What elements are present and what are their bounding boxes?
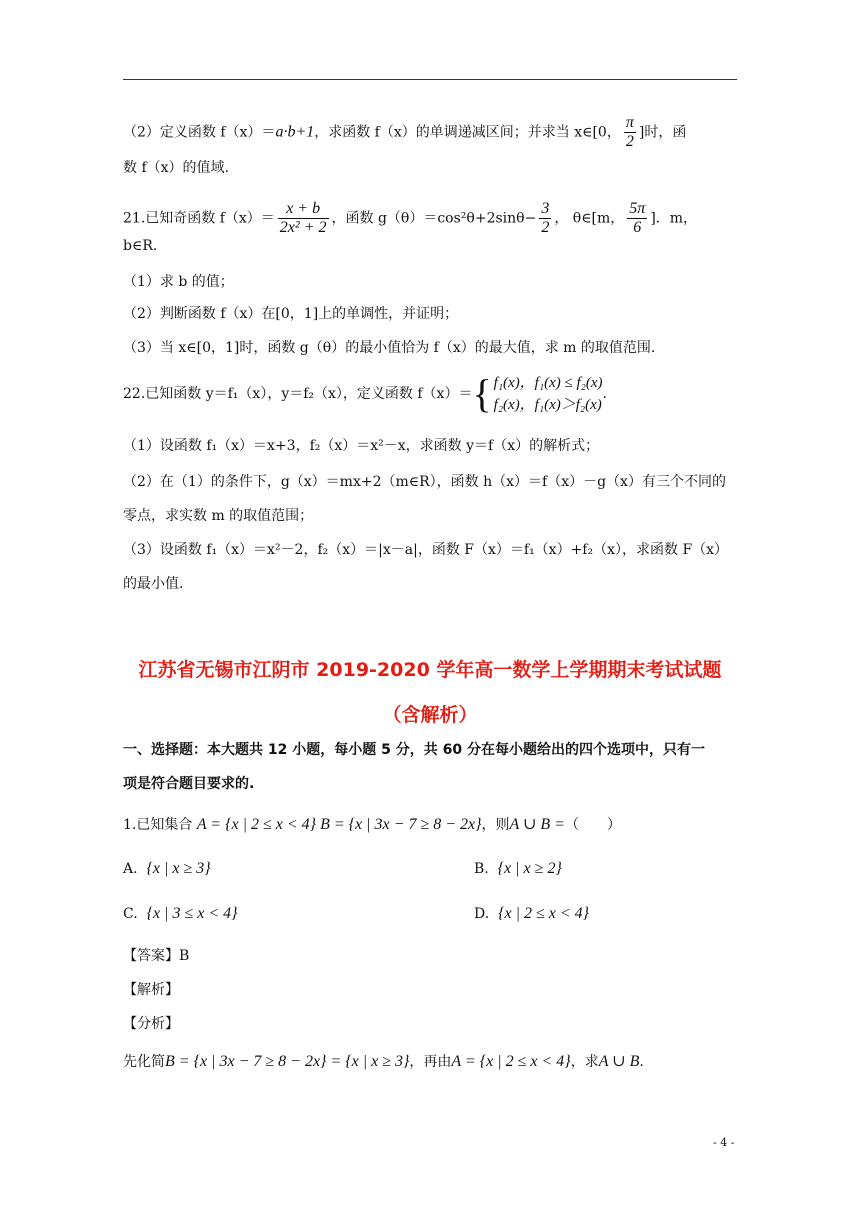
text: ]时，函 (638, 124, 687, 141)
text: . (602, 386, 607, 402)
fraction (627, 200, 647, 237)
math-expression: A = {x | 2 ≤ x < 4} (451, 1053, 571, 1070)
q20-part2-line2: 数 f（x）的值域. (123, 160, 229, 176)
option-label: D. (474, 906, 490, 922)
header-rule (123, 79, 737, 80)
q21-line2: b∈R. (123, 238, 158, 254)
q22-part3-line1: （3）设函数 f₁（x）＝x²－2，f₂（x）＝|x－a|，函数 F（x）＝f₁（x）+f₂（x），求函数 F（x） (123, 542, 729, 558)
text: （2）定义函数 f（x）＝ (123, 124, 276, 141)
option-expression: {x | x ≥ 3} (146, 860, 211, 877)
denominator: 2 (541, 219, 550, 236)
option-expression: {x | x ≥ 2} (497, 860, 562, 877)
math-expression: A ∪ B (598, 1053, 640, 1070)
document-title: 江苏省无锡市江阴市 2019-2020 学年高一数学上学期期末考试试题 (138, 659, 722, 681)
page-number: - 4 - (713, 1136, 735, 1149)
text: . (639, 1054, 644, 1070)
numerator: 5π (629, 200, 646, 217)
option-label: C. (123, 906, 138, 922)
q20-part2-line1 (123, 114, 686, 151)
fraction (539, 200, 551, 237)
vector-expression: a·b+1 (275, 123, 315, 141)
text: （ ） (564, 817, 621, 833)
math-expression: B = {x | 3x − 7 ≥ 8 − 2x} = {x | x ≥ 3} (165, 1053, 410, 1070)
text: ，求函数 f（x）的单调递减区间；并求当 x∈[0， (314, 124, 621, 141)
set-expression: A = {x | 2 ≤ x < 4} B = {x | 3x − 7 ≥ 8 − 2x} (196, 816, 482, 833)
denominator: 2x² + 2 (279, 219, 327, 236)
fraction (278, 200, 329, 237)
option-expression: {x | 2 ≤ x < 4} (498, 905, 590, 922)
q1-option-d (474, 905, 589, 923)
text: 22.已知函数 y＝f₁（x），y＝f₂（x），定义函数 f（x）＝ (123, 386, 473, 402)
q1-stem (123, 815, 621, 835)
section-heading-line2: 项是符合题目要求的. (123, 776, 255, 792)
fraction (624, 114, 636, 151)
denominator: 2 (625, 133, 634, 150)
q1-answer: 【答案】B (123, 948, 190, 964)
q1-option-b (474, 860, 562, 878)
q1-analysis-heading: 【解析】 (123, 982, 179, 998)
q22-part2-line1: （2）在（1）的条件下，g（x）＝mx+2（m∈R），函数 h（x）＝f（x）－g（x）有三个不同的 (123, 474, 726, 490)
q21-part1: （1）求 b 的值； (123, 274, 234, 290)
text: 21.已知奇函数 f（x）＝ (123, 210, 275, 227)
q1-option-a (123, 860, 211, 878)
text: ，求 (570, 1054, 599, 1070)
document-subtitle: （含解析） (382, 704, 478, 726)
text: ，则 (481, 817, 510, 833)
q22-part2-line2: 零点，求实数 m 的取值范围； (123, 508, 314, 524)
option-label: A. (123, 861, 138, 877)
text: 先化简 (123, 1054, 165, 1070)
left-brace: { (472, 371, 492, 416)
piecewise-cases (494, 372, 603, 416)
q1-solution (123, 1052, 644, 1072)
q1-breakdown-heading: 【分析】 (123, 1016, 179, 1032)
case-2: f₂(x)，f₁(x)＞f₂(x) (493, 397, 602, 413)
text: 1.已知集合 (123, 817, 193, 833)
numerator: 3 (541, 200, 550, 217)
numerator: π (625, 114, 634, 131)
q21-part3: （3）当 x∈[0，1]时，函数 g（θ）的最小值恰为 f（x）的最大值，求 m 的取值范围. (123, 340, 656, 356)
q22-part1: （1）设函数 f₁（x）＝x+3，f₂（x）＝x²－x，求函数 y＝f（x）的解析式； (123, 438, 600, 454)
q21-line1 (123, 200, 697, 237)
numerator: x + b (278, 200, 329, 219)
q21-part2: （2）判断函数 f（x）在[0，1]上的单调性，并证明； (123, 306, 459, 322)
text: ，再由 (409, 1054, 452, 1070)
text: ，函数 g（θ）＝cos²θ+2sinθ− (331, 210, 537, 227)
option-label: B. (474, 861, 489, 877)
q22-line1 (123, 372, 607, 416)
text: ， θ∈[m， (554, 210, 625, 227)
q22-part3-line2: 的最小值. (123, 576, 184, 592)
denominator: 6 (633, 219, 642, 236)
text: ]．m， (650, 210, 698, 227)
case-1: f₁(x)，f₁(x) ≤ f₂(x) (493, 375, 603, 391)
q1-option-c (123, 905, 238, 923)
union-expression: A ∪ B = (509, 816, 565, 833)
option-expression: {x | 3 ≤ x < 4} (146, 905, 238, 922)
section-heading-line1: 一、选择题：本大题共 12 小题，每小题 5 分，共 60 分在每小题给出的四个选项中，只有一 (123, 742, 705, 758)
